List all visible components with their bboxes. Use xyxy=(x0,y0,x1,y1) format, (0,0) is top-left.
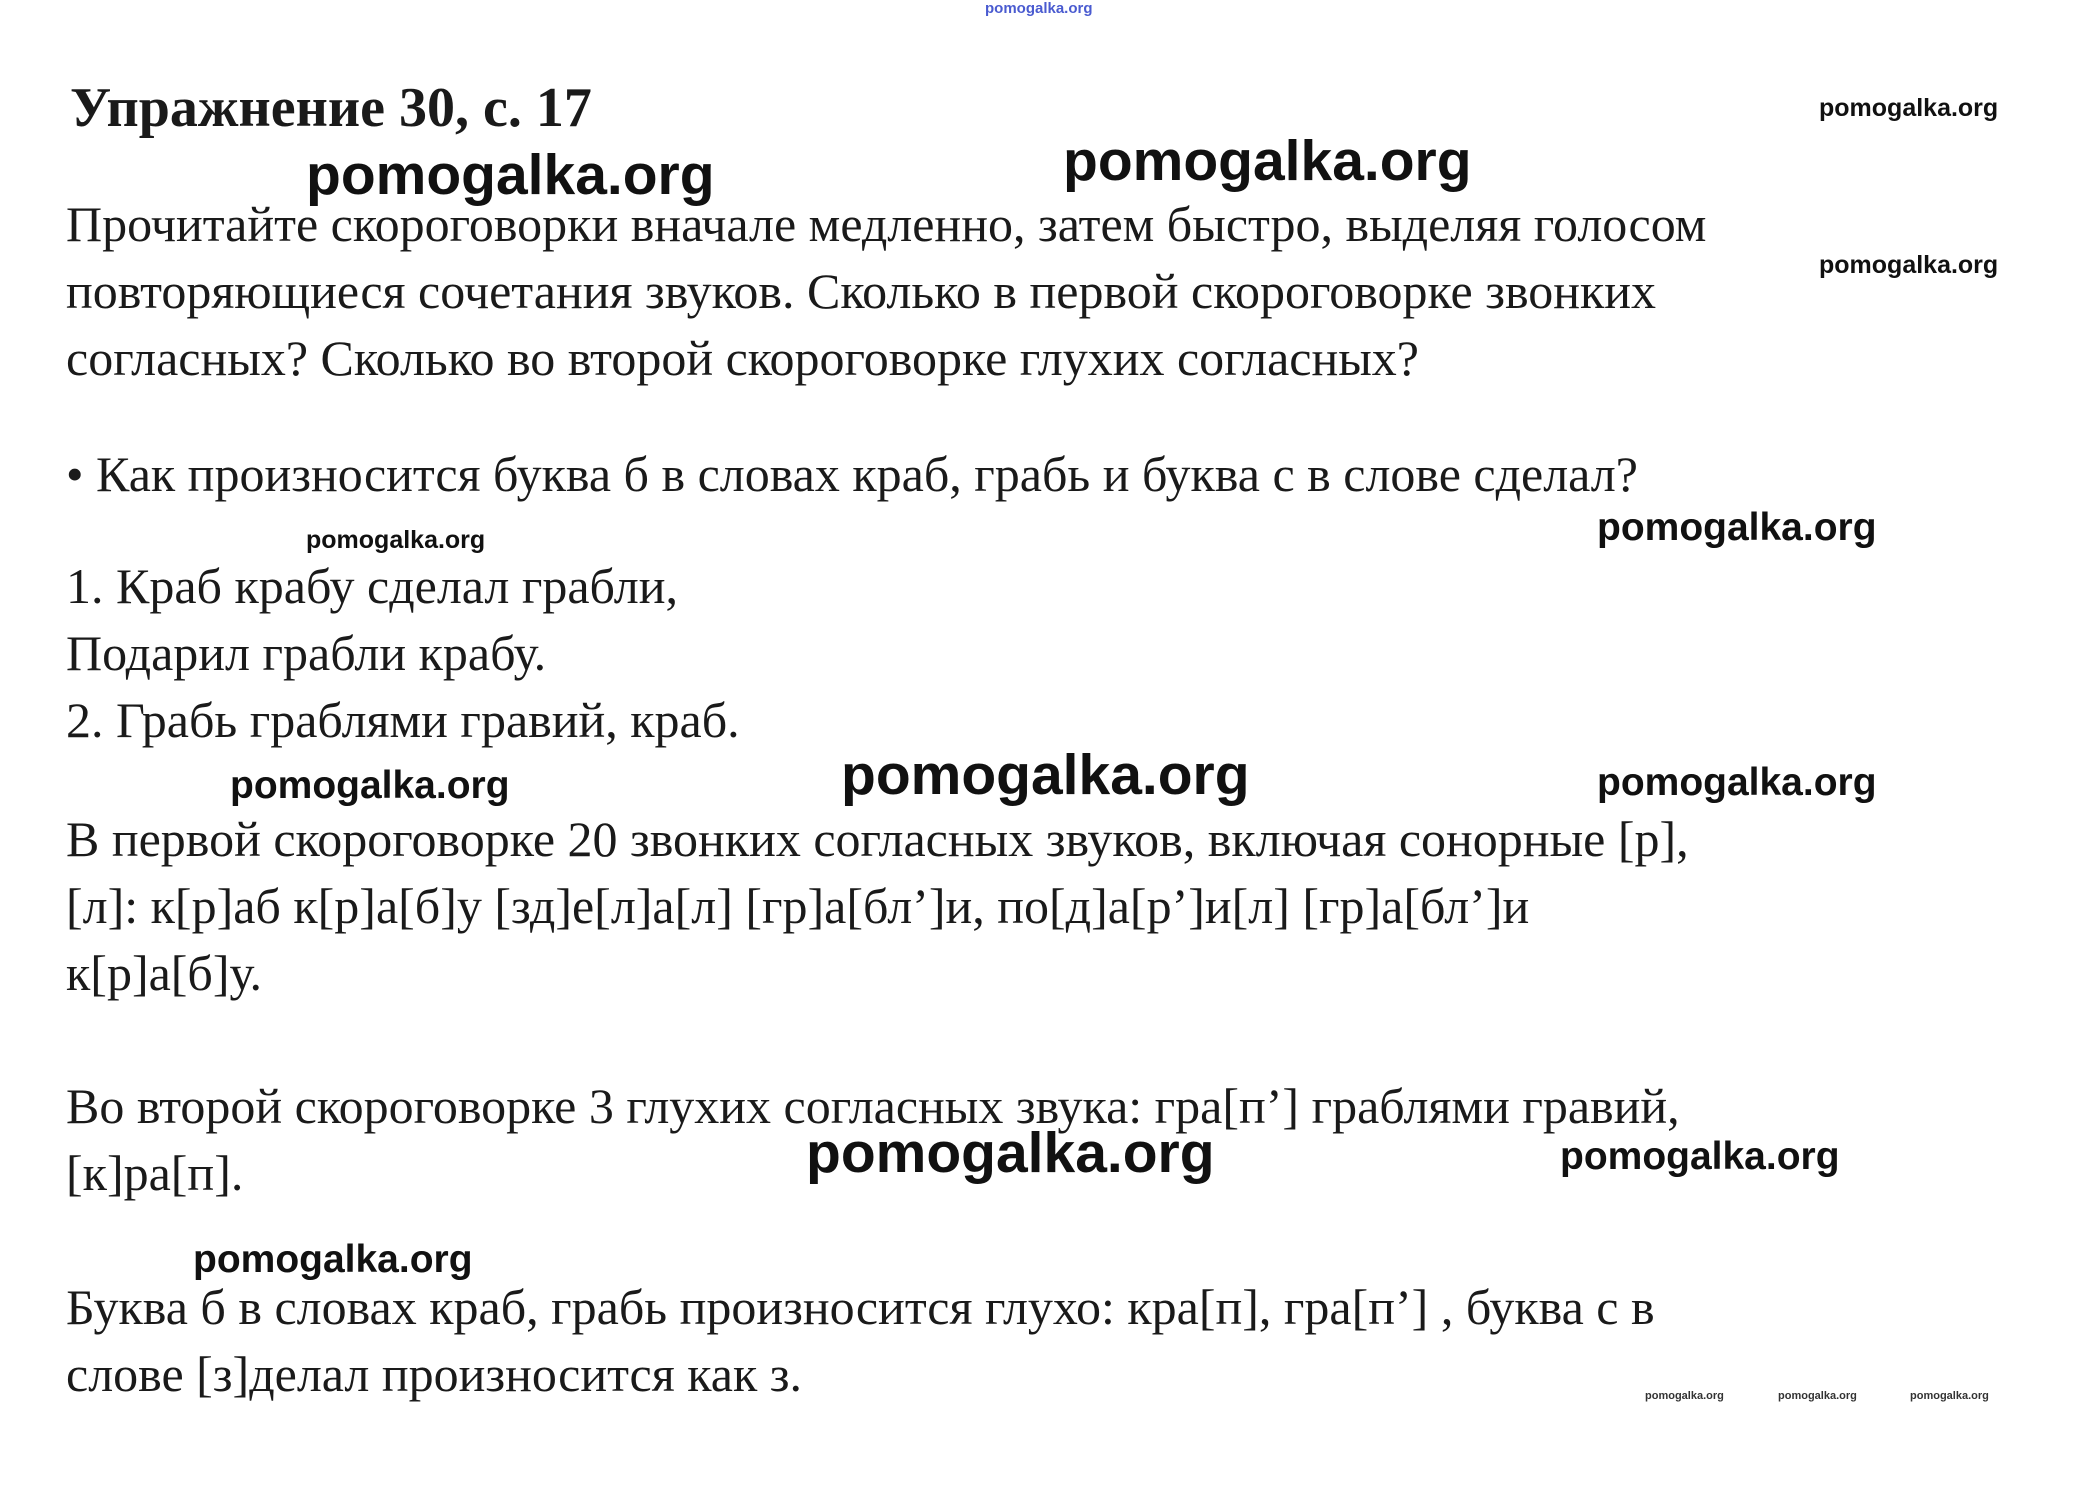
answer1-line-2: [л]: к[р]аб к[р]а[б]у [зд]е[л]а[л] [гр]а[бл’]и, по[д]а[р’]и[л] [гр]а[бл’]и xyxy=(66,878,1530,934)
watermark: pomogalka.org xyxy=(1597,506,1877,549)
answer1-line-1: В первой скороговорке 20 звонких согласных звуков, включая сонорные [р], xyxy=(66,811,1689,867)
answer3-line-1: Буква б в словах краб, грабь произносится глухо: кра[п], гра[п’] , буква с в xyxy=(66,1279,1655,1335)
watermark: pomogalka.org xyxy=(193,1238,473,1281)
twister-line-3: 2. Грабь граблями гравий, краб. xyxy=(66,692,740,748)
watermark-top: pomogalka.org xyxy=(985,0,1093,17)
watermark: pomogalka.org xyxy=(306,143,715,207)
watermark: pomogalka.org xyxy=(1910,1390,1989,1402)
exercise-title: Упражнение 30, с. 17 xyxy=(70,77,592,139)
answer1-line-3: к[р]а[б]у. xyxy=(66,945,263,1001)
watermark: pomogalka.org xyxy=(1063,129,1472,193)
answer2-line-1: Во второй скороговорке 3 глухих согласных звука: гра[п’] граблями гравий, xyxy=(66,1078,1680,1134)
watermark: pomogalka.org xyxy=(306,526,486,554)
watermark: pomogalka.org xyxy=(1778,1390,1857,1402)
task-line-2: повторяющиеся сочетания звуков. Сколько в первой скороговорке звонких xyxy=(66,263,1657,319)
task-line-3: согласных? Сколько во второй скороговорке глухих согласных? xyxy=(66,330,1420,386)
watermark: pomogalka.org xyxy=(1560,1135,1840,1178)
twister-line-1: 1. Краб крабу сделал грабли, xyxy=(66,558,678,614)
question-line: • Как произносится буква б в словах краб, грабь и буква с в слове сделал? xyxy=(66,446,1638,502)
watermark: pomogalka.org xyxy=(1819,94,1999,122)
watermark: pomogalka.org xyxy=(1597,761,1877,804)
watermark: pomogalka.org xyxy=(230,764,510,807)
watermark: pomogalka.org xyxy=(1645,1390,1724,1402)
answer3-line-2: слове [з]делал произносится как з. xyxy=(66,1346,803,1402)
answer2-line-2: [к]ра[п]. xyxy=(66,1145,244,1201)
watermark: pomogalka.org xyxy=(841,743,1250,807)
watermark: pomogalka.org xyxy=(806,1121,1215,1185)
task-line-1: Прочитайте скороговорки вначале медленно, затем быстро, выделяя голосом xyxy=(66,196,1707,252)
twister-line-2: Подарил грабли крабу. xyxy=(66,625,547,681)
watermark: pomogalka.org xyxy=(1819,251,1999,279)
